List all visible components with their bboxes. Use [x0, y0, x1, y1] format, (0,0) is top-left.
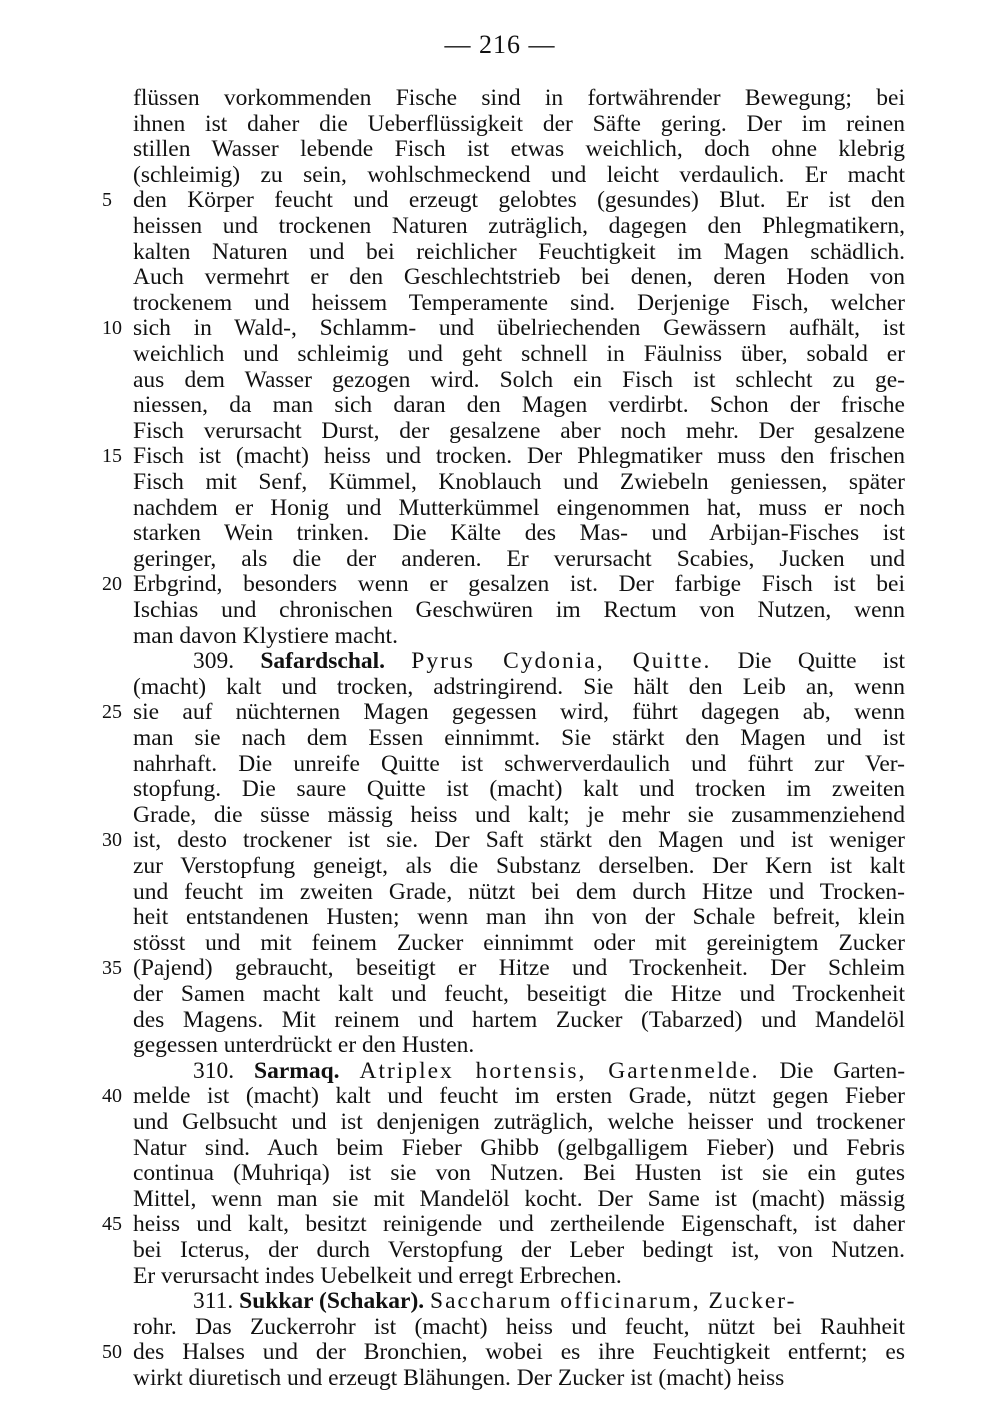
- text-line: trockenem und heissem Temperamente sind. Derjenige Fisch, welcher: [133, 289, 905, 316]
- entry-text: Die Garten-: [779, 1057, 906, 1084]
- entry-title: Sukkar (Schakar).: [239, 1288, 425, 1315]
- text-line: kalten Naturen und bei reichlicher Feuchtigkeit im Magen schädlich.: [133, 238, 905, 265]
- text-line: continua (Muhriqa) ist sie von Nutzen. Bei Husten ist sie ein gutes: [133, 1160, 905, 1187]
- text-line: ihnen ist daher die Ueberflüssigkeit der Säfte gering. Der im reinen: [133, 110, 905, 137]
- text-line: stösst und mit feinem Zucker einnimmt oder mit gereinigtem Zucker: [133, 929, 905, 956]
- text-line: des Halses und der Bronchien, wobei es ihre Feuchtigkeit entfernt; es: [133, 1339, 905, 1366]
- text-line: (macht) kalt und trocken, adstringirend. Sie hält den Leib an, wenn: [133, 673, 905, 700]
- text-line: stillen Wasser lebende Fisch ist etwas weichlich, doch ohne klebrig: [133, 136, 905, 163]
- entry-latin-name: Saccharum officinarum, Zucker-: [430, 1288, 797, 1315]
- text-line: geringer, als die der anderen. Er verursacht Scabies, Jucken und: [133, 545, 905, 572]
- entry-heading-line: [193, 1059, 905, 1084]
- line-number: 20: [102, 573, 122, 596]
- entry-latin-name: Atriplex hortensis, Gartenmelde.: [359, 1057, 760, 1084]
- entry-title: Sarmaq.: [254, 1057, 340, 1084]
- entry-heading-line: [193, 649, 905, 674]
- text-line: (Pajend) gebraucht, beseitigt er Hitze und Trockenheit. Der Schleim: [133, 955, 905, 982]
- text-line: sich in Wald-, Schlamm- und übelriechenden Gewässern aufhält, ist: [133, 315, 905, 342]
- text-line: melde ist (macht) kalt und feucht im ersten Grade, nützt gegen Fieber: [133, 1083, 905, 1110]
- line-number: 30: [102, 829, 122, 852]
- text-line: Fisch ist (macht) heiss und trocken. Der Phlegmatiker muss den frischen: [133, 443, 905, 470]
- text-line: aus dem Wasser gezogen wird. Solch ein Fisch ist schlecht zu ge-: [133, 366, 905, 393]
- line-number: 25: [102, 701, 122, 724]
- text-line: sie auf nüchternen Magen gegessen wird, führt dagegen ab, wenn: [133, 699, 905, 726]
- entry-number: 310.: [193, 1057, 235, 1084]
- text-line: flüssen vorkommenden Fische sind in fortwährender Bewegung; bei: [133, 85, 905, 111]
- line-number: 15: [102, 445, 122, 468]
- line-number: 50: [102, 1341, 122, 1364]
- text-line: und feucht im zweiten Grade, nützt bei dem durch Hitze und Trocken-: [133, 878, 905, 905]
- entry-title: Safardschal.: [260, 648, 386, 675]
- text-line: ist, desto trockener ist sie. Der Saft stärkt den Magen und ist weniger: [133, 827, 905, 854]
- line-number: 10: [102, 317, 122, 340]
- text-line: und Gelbsucht und ist denjenigen zuträglich, welche heisser und trockener: [133, 1109, 905, 1135]
- text-line: rohr. Das Zuckerrohr ist (macht) heiss und feucht, nützt bei Rauhheit: [133, 1313, 905, 1340]
- text-line: gegessen unterdrückt er den Husten.: [133, 1032, 475, 1059]
- text-line: starken Wein trinken. Die Kälte des Mas- und Arbijan-Fisches ist: [133, 520, 905, 547]
- text-line: Auch vermehrt er den Geschlechtstrieb bei denen, deren Hoden von: [133, 264, 905, 291]
- entry-text: Die Quitte ist: [737, 648, 906, 675]
- text-line: Grade, die süsse mässig heiss und kalt; je mehr sie zusammenziehend: [133, 801, 905, 828]
- text-line: heiss und kalt, besitzt reinigende und zertheilende Eigenschaft, ist daher: [133, 1211, 905, 1238]
- text-line: Natur sind. Auch beim Fieber Ghibb (gelbgalligem Fieber) und Febris: [133, 1134, 905, 1161]
- text-line: niessen, da man sich daran den Magen verdirbt. Schon der frische: [133, 392, 905, 419]
- text-line: bei Icterus, der durch Verstopfung der Leber bedingt ist, von Nutzen.: [133, 1237, 905, 1263]
- entry-number: 311.: [193, 1288, 234, 1315]
- page-number: — 216 —: [444, 30, 556, 59]
- line-number: 35: [102, 957, 122, 980]
- entry-latin-name: Pyrus Cydonia, Quitte.: [411, 648, 712, 675]
- line-number: 40: [102, 1085, 122, 1108]
- text-line: heit entstandenen Husten; wenn man ihn von der Schale befreit, klein: [133, 904, 905, 931]
- text-line: man davon Klystiere macht.: [133, 622, 398, 649]
- text-line: Mittel, wenn man sie mit Mandelöl kocht. Der Same ist (macht) mässig: [133, 1185, 905, 1212]
- line-number: 5: [102, 189, 112, 212]
- text-line: wirkt diuretisch und erzeugt Blähungen. Der Zucker ist (macht) heiss: [133, 1365, 785, 1391]
- text-line: des Magens. Mit reinem und hartem Zucker (Tabarzed) und Mandelöl: [133, 1006, 905, 1033]
- text-line: den Körper feucht und erzeugt gelobtes (gesundes) Blut. Er ist den: [133, 187, 905, 214]
- text-line: Fisch mit Senf, Kümmel, Knoblauch und Zwiebeln geniessen, später: [133, 469, 905, 495]
- line-number: 45: [102, 1213, 122, 1236]
- text-line: nahrhaft. Die unreife Quitte ist schwerverdaulich und führt zur Ver-: [133, 750, 905, 777]
- entry-heading-line: [193, 1289, 905, 1314]
- text-line: nachdem er Honig und Mutterkümmel eingenommen hat, muss er noch: [133, 494, 905, 521]
- entry-number: 309.: [193, 648, 235, 675]
- text-line: Fisch verursacht Durst, der gesalzene aber noch mehr. Der gesalzene: [133, 417, 905, 444]
- text-line: Erbgrind, besonders wenn er gesalzen ist. Der farbige Fisch ist bei: [133, 571, 905, 598]
- text-line: weichlich und schleimig und geht schnell in Fäulniss über, sobald er: [133, 341, 905, 367]
- text-line: man sie nach dem Essen einnimmt. Sie stärkt den Magen und ist: [133, 725, 905, 751]
- text-line: heissen und trockenen Naturen zuträglich, dagegen den Phlegmatikern,: [133, 213, 905, 239]
- text-line: stopfung. Die saure Quitte ist (macht) kalt und trocken im zweiten: [133, 776, 905, 803]
- text-line: (schleimig) zu sein, wohlschmeckend und leicht verdaulich. Er macht: [133, 161, 905, 188]
- text-line: Er verursacht indes Uebelkeit und erregt Erbrechen.: [133, 1262, 622, 1289]
- text-line: Ischias und chronischen Geschwüren im Rectum von Nutzen, wenn: [133, 597, 905, 623]
- text-line: der Samen macht kalt und feucht, beseitigt die Hitze und Trockenheit: [133, 981, 905, 1007]
- text-line: zur Verstopfung geneigt, als die Substanz derselben. Der Kern ist kalt: [133, 853, 905, 879]
